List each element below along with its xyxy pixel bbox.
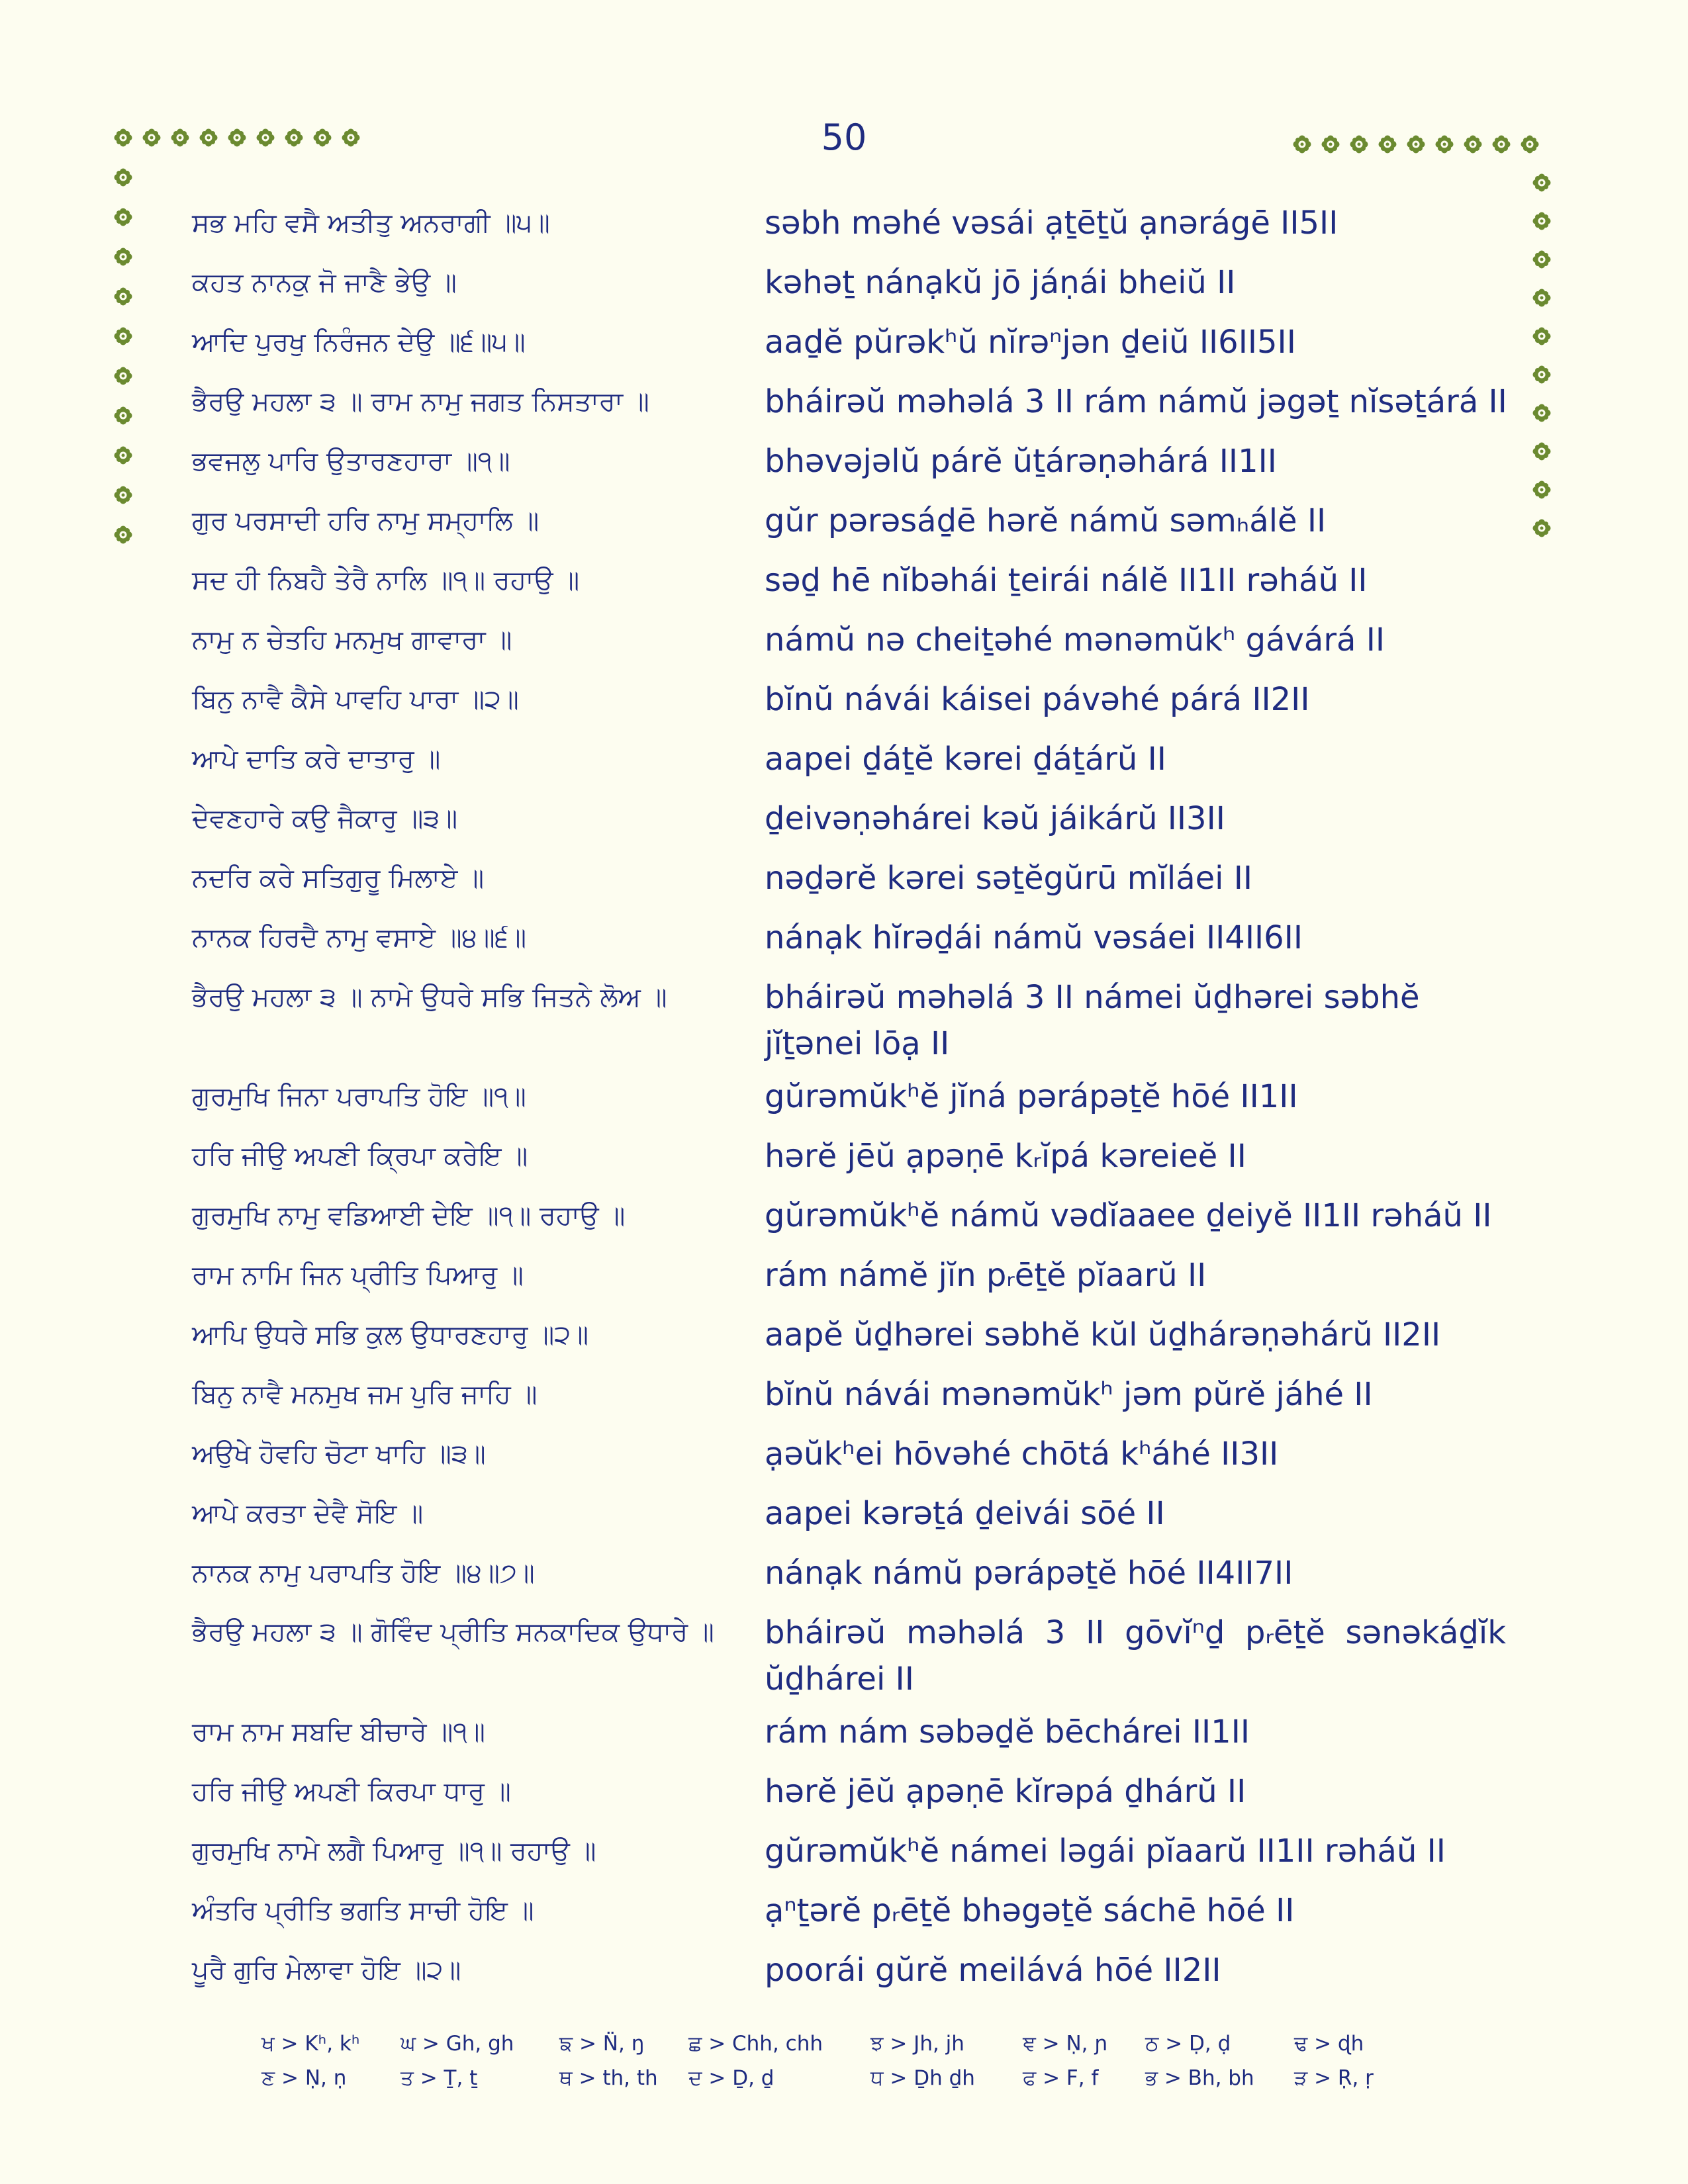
gurmukhi-text: ਪੂਰੈ ਗੁਰਿ ਮੇਲਾਵਾ ਹੋਇ ॥੨॥ <box>192 1955 461 1985</box>
gurmukhi-text: ਗੁਰ ਪਰਸਾਦੀ ਹਰਿ ਨਾਮੁ ਸਮ੍ਹਾਲਿ ॥ <box>192 506 539 536</box>
transliteration-text: nánạk námŭ pərápəṯĕ hōé II4II7II <box>765 1555 1293 1592</box>
gurmukhi-text: ਹਰਿ ਜੀਉ ਅਪਣੀ ਕ੍ਰਿਪਾ ਕਰੇਇ ॥ <box>192 1141 528 1171</box>
gurmukhi-text: ਹਰਿ ਜੀਉ ਅਪਣੀ ਕਿਰਪਾ ਧਾਰੁ ॥ <box>192 1776 511 1807</box>
legend-item: ਫ > F, f <box>1023 2066 1099 2090</box>
gurmukhi-text: ਆਦਿ ਪੁਰਖੁ ਨਿਰੰਜਨ ਦੇਉ ॥੬॥੫॥ <box>192 327 526 357</box>
gurmukhi-text: ਭੈਰਉ ਮਹਲਾ ੩ ॥ ਗੋਵਿੰਦ ਪ੍ਰੀਤਿ ਸਨਕਾਦਿਕ ਉਧਾਰੇ ॥ <box>192 1617 714 1647</box>
legend-item: ਥ > th, th <box>559 2066 658 2090</box>
legend-item: ਣ > Ṇ, ṇ <box>261 2066 347 2090</box>
transliteration-text: səḏ hē nĭbəhái ṯeirái nálĕ II1II rəháŭ II <box>765 562 1368 599</box>
gurmukhi-text: ਨਾਮੁ ਨ ਚੇਤਹਿ ਮਨਮੁਖ ਗਾਵਾਰਾ ॥ <box>192 625 512 655</box>
transliteration-text: bháirəŭ məhəlá 3 II námei ŭḏhərei səbhĕ jĭṯənei lōạ II <box>765 979 1420 1062</box>
legend-item: ਢ > ɖh <box>1294 2032 1364 2056</box>
transliteration-text: námŭ nə cheiṯəhé mənəmŭkʰ gávárá II <box>765 621 1385 659</box>
legend-item: ਠ > Ḍ, ḍ <box>1145 2032 1231 2056</box>
gurmukhi-text: ਬਿਨੁ ਨਾਵੈ ਕੈਸੇ ਪਾਵਹਿ ਪਾਰਾ ॥੨॥ <box>192 684 519 715</box>
gurmukhi-text: ਅੰਤਰਿ ਪ੍ਰੀਤਿ ਭਗਤਿ ਸਾਚੀ ਹੋਇ ॥ <box>192 1895 534 1926</box>
gurmukhi-text: ਰਾਮ ਨਾਮਿ ਜਿਨ ਪ੍ਰੀਤਿ ਪਿਆਰੁ ॥ <box>192 1260 524 1291</box>
transliteration-text: bĭnŭ návái káisei pávəhé párá II2II <box>765 681 1310 718</box>
transliteration-text: ạəŭkʰei hōvəhé chōtá kʰáhé II3II <box>765 1435 1279 1473</box>
gurmukhi-text: ਆਪੇ ਕਰਤਾ ਦੇਵੈ ਸੋਇ ॥ <box>192 1498 424 1529</box>
gurmukhi-text: ਬਿਨੁ ਨਾਵੈ ਮਨਮੁਖ ਜਮ ਪੁਰਿ ਜਾਹਿ ॥ <box>192 1379 538 1410</box>
transliteration-text: bháirəŭ məhəlá 3 II gōvĭⁿḏ pᵣēṯĕ sənəkáḏĭk ŭḏhárei II <box>765 1614 1506 1698</box>
legend-item: ਭ > Bh, bh <box>1145 2066 1254 2090</box>
transliteration-text: rám nám səbəḏĕ bēchárei II1II <box>765 1713 1250 1751</box>
transliteration-text: gŭrəmŭkʰĕ námŭ vədĭaaee ḏeiyĕ II1II rəháŭ II <box>765 1197 1492 1234</box>
legend-item: ਙ > N̈, ŋ <box>559 2032 645 2056</box>
gurmukhi-text: ਗੁਰਮੁਖਿ ਨਾਮੁ ਵਡਿਆਈ ਦੇਇ ॥੧॥ ਰਹਾਉ ॥ <box>192 1201 626 1231</box>
transliteration-text: gŭrəmŭkʰĕ jĭná pərápəṯĕ hōé II1II <box>765 1078 1298 1115</box>
transliteration-text: bhəvəjəlŭ párĕ ŭṯárəṇəhárá II1II <box>765 443 1277 480</box>
gurmukhi-text: ਭਵਜਲੁ ਪਾਰਿ ਉਤਾਰਣਹਾਰਾ ॥੧॥ <box>192 446 510 477</box>
legend-item: ੜ > Ṛ, ṛ <box>1294 2066 1374 2090</box>
transliteration-text: bĭnŭ návái mənəmŭkʰ jəm pŭrĕ jáhé II <box>765 1376 1373 1413</box>
gurmukhi-text: ਗੁਰਮੁਖਿ ਨਾਮੇ ਲਗੈ ਪਿਆਰੁ ॥੧॥ ਰਹਾਉ ॥ <box>192 1836 596 1866</box>
legend-item: ਤ > Ṯ, ṯ <box>400 2066 478 2090</box>
legend-item: ਛ > Chh, chh <box>688 2032 823 2056</box>
transliteration-text: aapei ḏáṯĕ kərei ḏáṯárŭ II <box>765 741 1166 778</box>
gurmukhi-text: ਗੁਰਮੁਖਿ ਜਿਨਾ ਪਰਾਪਤਿ ਹੋਇ ॥੧॥ <box>192 1081 526 1112</box>
transliteration-text: gŭr pərəsáḏē hərĕ námŭ səmₕálĕ II <box>765 502 1327 539</box>
transliteration-text: nánạk hĭrəḏái námŭ vəsáei II4II6II <box>765 919 1303 956</box>
legend-item: ਘ > Gh, gh <box>400 2032 514 2056</box>
legend-item: ਝ > Jh, jh <box>870 2032 964 2056</box>
transliteration-text: gŭrəmŭkʰĕ námei ləgái pĭaarŭ II1II rəháŭ II <box>765 1833 1446 1870</box>
gurmukhi-text: ਆਪਿ ਉਧਰੇ ਸਭਿ ਕੁਲ ਉਧਾਰਣਹਾਰੁ ॥੨॥ <box>192 1320 589 1350</box>
gurmukhi-text: ਭੈਰਉ ਮਹਲਾ ੩ ॥ ਨਾਮੇ ਉਧਰੇ ਸਭਿ ਜਿਤਨੇ ਲੋਅ ॥ <box>192 982 667 1013</box>
transliteration-text: hərĕ jēŭ ạpəṇē kĭrəpá ḏhárŭ II <box>765 1773 1246 1810</box>
gurmukhi-text: ਨਦਰਿ ਕਰੇ ਸਤਿਗੁਰੂ ਮਿਲਾਏ ॥ <box>192 863 485 893</box>
transliteration-text: aapei kərəṯá ḏeivái sōé II <box>765 1495 1165 1532</box>
transliteration-text: ḏeivəṇəhárei kəŭ jáikárŭ II3II <box>765 800 1225 837</box>
gurmukhi-text: ਨਾਨਕ ਨਾਮੁ ਪਰਾਪਤਿ ਹੋਇ ॥੪॥੭॥ <box>192 1558 535 1588</box>
transliteration-text: aaḏĕ pŭrəkʰŭ nĭrəⁿjən ḏeiŭ II6II5II <box>765 324 1296 361</box>
gurmukhi-text: ਸਭ ਮਹਿ ਵਸੈ ਅਤੀਤੁ ਅਨਰਾਗੀ ॥੫॥ <box>192 208 550 238</box>
transliteration-text: aapĕ ŭḏhərei səbhĕ kŭl ŭḏhárəṇəhárŭ II2II <box>765 1316 1441 1353</box>
gurmukhi-text: ਆਪੇ ਦਾਤਿ ਕਰੇ ਦਾਤਾਰੁ ॥ <box>192 744 441 774</box>
gurmukhi-text: ਨਾਨਕ ਹਿਰਦੈ ਨਾਮੁ ਵਸਾਏ ॥੪॥੬॥ <box>192 923 527 953</box>
transliteration-text: bháirəŭ məhəlá 3 II rám námŭ jəgəṯ nĭsəṯárá II <box>765 383 1507 420</box>
legend-item: ਧ > Ḏh ḏh <box>870 2066 975 2090</box>
gurmukhi-text: ਦੇਵਣਹਾਰੇ ਕਉ ਜੈਕਾਰੁ ॥੩॥ <box>192 803 458 834</box>
legend-item: ਦ > Ḏ, ḏ <box>688 2066 774 2090</box>
gurmukhi-text: ਰਾਮ ਨਾਮ ਸਬਦਿ ਬੀਚਾਰੇ ॥੧॥ <box>192 1717 485 1747</box>
gurmukhi-text: ਕਹਤ ਨਾਨਕੁ ਜੋ ਜਾਣੈ ਭੇਉ ॥ <box>192 267 457 298</box>
page-number: 50 <box>821 116 867 158</box>
gurmukhi-text: ਅਉਖੇ ਹੋਵਹਿ ਚੋਟਾ ਖਾਹਿ ॥੩॥ <box>192 1439 486 1469</box>
legend-item: ਖ > Kʰ, kʰ <box>261 2032 360 2056</box>
transliteration-text: nəḏərĕ kərei səṯĕgŭrū mĭláei II <box>765 860 1253 897</box>
gurmukhi-text: ਭੈਰਉ ਮਹਲਾ ੩ ॥ ਰਾਮ ਨਾਮੁ ਜਗਤ ਨਿਸਤਾਰਾ ॥ <box>192 387 649 417</box>
legend-item: ਞ > Ṇ, ɲ <box>1023 2032 1108 2056</box>
transliteration-text: ạⁿṯərĕ pᵣēṯĕ bhəgəṯĕ sáchē hōé II <box>765 1892 1295 1929</box>
transliteration-text: kəhəṯ nánạkŭ jō jáṇái bheiŭ II <box>765 264 1236 301</box>
transliteration-text: səbh məhé vəsái ạṯēṯŭ ạnərágē II5II <box>765 205 1338 242</box>
transliteration-text: poorái gŭrĕ meilává hōé II2II <box>765 1952 1221 1989</box>
transliteration-text: hərĕ jēŭ ạpəṇē kᵣĭpá kəreieĕ II <box>765 1138 1246 1175</box>
gurmukhi-text: ਸਦ ਹੀ ਨਿਬਹੈ ਤੇਰੈ ਨਾਲਿ ॥੧॥ ਰਹਾਉ ॥ <box>192 565 580 596</box>
transliteration-text: rám námĕ jĭn pᵣēṯĕ pĭaarŭ II <box>765 1257 1207 1294</box>
